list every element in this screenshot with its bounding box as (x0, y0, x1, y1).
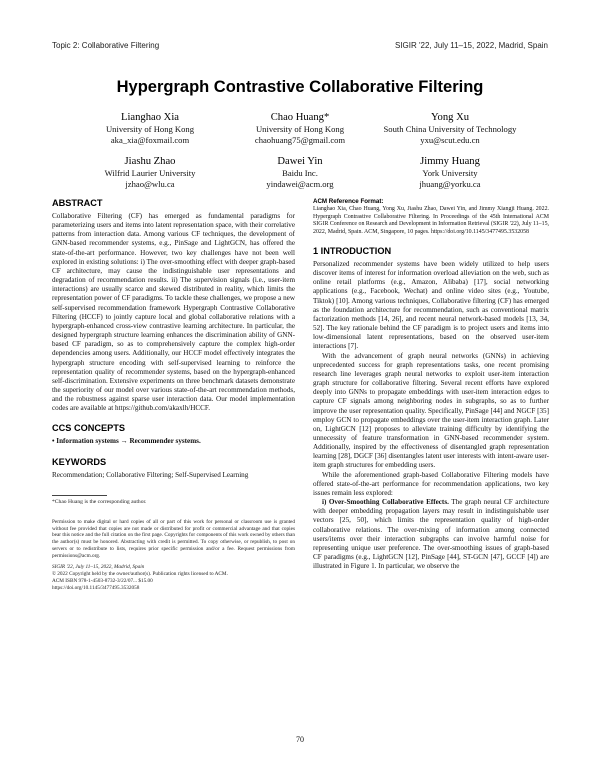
running-header-venue: SIGIR '22, July 11–15, 2022, Madrid, Spain (394, 41, 548, 50)
author-name: Jimmy Huang (420, 156, 480, 167)
conference-line: SIGIR '22, July 11–15, 2022, Madrid, Spain (52, 564, 145, 571)
author-email: yindawei@acm.org (266, 179, 334, 189)
doi-line: https://doi.org/10.1145/3477495.3532058 (52, 584, 140, 591)
acm-reference-heading: ACM Reference Format: (313, 198, 384, 205)
isbn-line: ACM ISBN 978-1-4503-8732-3/22/07... $15.00 (52, 577, 153, 584)
introduction-heading: 1 INTRODUCTION (313, 246, 392, 256)
intro-paragraph: While the aforementioned graph-based Collaborative Filtering models have offered state-of-the-art performance for recommendation applications, two key issues remain less explored: (313, 470, 549, 497)
issue-lead: i) Over-Smoothing Collaborative Effects. (322, 498, 449, 507)
author-name: Lianghao Xia (121, 112, 179, 123)
ccs-heading: CCS CONCEPTS (52, 423, 125, 434)
corresponding-author-footnote: *Chao Huang is the corresponding author. (52, 498, 147, 505)
author-name: Yong Xu (430, 112, 470, 123)
author-affiliation: Baidu Inc. (282, 168, 318, 178)
author-block (350, 155, 550, 190)
abstract-text: Collaborative Filtering (CF) has emerged as fundamental paradigms for parameterizing users and items into latent representation space, with their correlative patterns from interaction data. Among various CF techniques, the development of GNN-based recommender systems, e.g., PinSage and LightGCN, has offered the state-of-the-art performance. However, two key challenges have not been well explored in existing solutions: i) The over-smoothing effect with deeper graph-based CF architecture, may cause the indistinguishable user representations and degradation of recommendation results. ii) The supervision signals (i.e., user-item interactions) are usually scarce and skewed distributed in reality, which limits the representation power of CF paradigms. To tackle these challenges, we propose a new self-supervised recommendation framework Hypergraph Contrastive Collaborative Filtering (HCCF) to jointly capture local and global collaborative relations with a hypergraph-enhanced cross-view contrastive learning architecture. In particular, the designed hypergraph structure learning enhances the discrimination ability of GNN-based CF paradigm, so as to comprehensively capture the complex high-order dependencies among users. Additionally, our HCCF model effectively integrates the hypergraph structure encoding with self-supervised learning to reinforce the representation quality of recommender systems, based on the hypergraph-enhanced self-discrimination. Extensive experiments on three benchmark datasets demonstrate the superiority of our model over various state-of-the-art recommendation methods, and the robustness against sparse user interaction data. Our model implementation codes are available at https://github.com/akaxlh/HCCF. (52, 212, 295, 413)
abstract-heading: ABSTRACT (52, 198, 103, 208)
left-column (52, 198, 295, 591)
author-block (350, 111, 550, 146)
author-affiliation: University of Hong Kong (105, 124, 195, 134)
author-email: jhuang@yorku.ca (419, 179, 481, 189)
page-number: 70 (296, 735, 304, 744)
author-email: yxu@scut.edu.cn (420, 135, 480, 145)
keywords-heading: KEYWORDS (52, 456, 107, 467)
copyright-line: © 2022 Copyright held by the owner/author(s). Publication rights licensed to ACM. (52, 571, 228, 578)
author-affiliation: South China University of Technology (383, 124, 517, 134)
author-name: Jiashu Zhao (124, 156, 176, 167)
issue-text: The graph neural CF architecture with deeper embedding propagation layers may result in indistinguishable user vectors [25, 50], which limits the representation quality of high-order collaborative relations. The over-mixing of information among connected users/items over their interaction subgraphs can involve harmful noise for representing unique user preference. The over-smoothing issues of graph-based CF paradigms (e.g., LightGCN [12], PinSage [44], ST-GCN [47], GCCF [4]) are illustrated in Figure 1. In particular, we observe the (313, 498, 549, 571)
running-header-topic: Topic 2: Collaborative Filtering (52, 41, 160, 50)
author-affiliation: University of Hong Kong (255, 124, 345, 134)
right-column (313, 198, 549, 571)
paper-title: Hypergraph Contrastive Collaborative Filtering (116, 78, 484, 96)
author-email: jzhao@wlu.ca (125, 179, 175, 189)
author-email: chaohuang75@gmail.com (254, 135, 346, 145)
acm-reference-text: Lianghao Xia, Chao Huang, Yong Xu, Jiashu Zhao, Dawei Yin, and Jimmy Xiangji Huang. 2022. Hypergraph Contrastive Collaborative Filtering. In Proceedings of the 45th International ACM SIGIR Conference on Research and Development in Information Retrieval (SIGIR '22), July 11–15, 2022, Madrid, Spain. ACM, Singapore, 10 pages. https://doi.org/10.1145/3477495.3532058 (313, 206, 549, 235)
author-name: Dawei Yin (277, 156, 323, 167)
author-email: aka_xia@foxmail.com (110, 135, 190, 145)
intro-paragraph: Personalized recommender systems have been widely utilized to help users discover items of interest for information overload alleviation on the web, such as online retail platforms (e.g., Amazon, Alibaba) [17], social networking applications (e.g., Facebook, Wechat) and online video sites (e.g., Youtube, Tiktok) [10]. Among various techniques, Collaborative filtering (CF) has emerged as the foundation architecture for recommendation, such as conventional matrix factorization methods [14, 26], and recent neural network-based models [13, 34, 52]. The key rationale behind the CF paradigm is to project users and items into low-dimensional latent representations, based on the observed user-item interactions [7]. (313, 260, 549, 351)
footnote-rule (52, 495, 107, 496)
intro-paragraph (313, 498, 549, 571)
permission-notice: Permission to make digital or hard copies of all or part of this work for personal or classroom use is granted without fee provided that copies are not made or distributed for profit or commercial advantage and that copies bear this notice and the full citation on the first page. Copyrights for components of this work owned by others than the author(s) must be honored. Abstracting with credit is permitted. To copy otherwise, or republish, to post on servers or to redistribute to lists, requires prior specific permission and/or a fee. Request permissions from permissions@acm.org. (52, 519, 295, 559)
author-name: Chao Huang* (270, 112, 330, 123)
keywords-text: Recommendation; Collaborative Filtering; Self-Supervised Learning (52, 470, 249, 479)
author-affiliation: Wilfrid Laurier University (104, 168, 196, 178)
author-affiliation: York University (422, 168, 478, 178)
intro-paragraph: With the advancement of graph neural networks (GNNs) in achieving unprecedented success for graph representations tasks, one recent promising research line leverages graph neural networks to exploit user-item interaction graph structure for collaborative filtering. Several recent efforts have explored deeply into GNNs to propagate embeddings with user-item interaction edges to capture CF signals among neighboring nodes in subgraphs, so as to further improve the user representation quality. Specifically, PinSage [44] and NGCF [35] employ GCN to propagate embeddings over the user-item interaction graph. Later on, LightGCN [12] proposes to alleviate training difficulty by identifying the unnecessity of feature transformation in GNN-based recommender system. Additionally, inspired by the effectiveness of disentangled graph representation learning [28], DGCF [36] disentangles latent user interests with intent-aware user-item graph structures for embedding users. (313, 351, 549, 470)
ccs-text: • Information systems → Recommender systems. (52, 437, 201, 446)
